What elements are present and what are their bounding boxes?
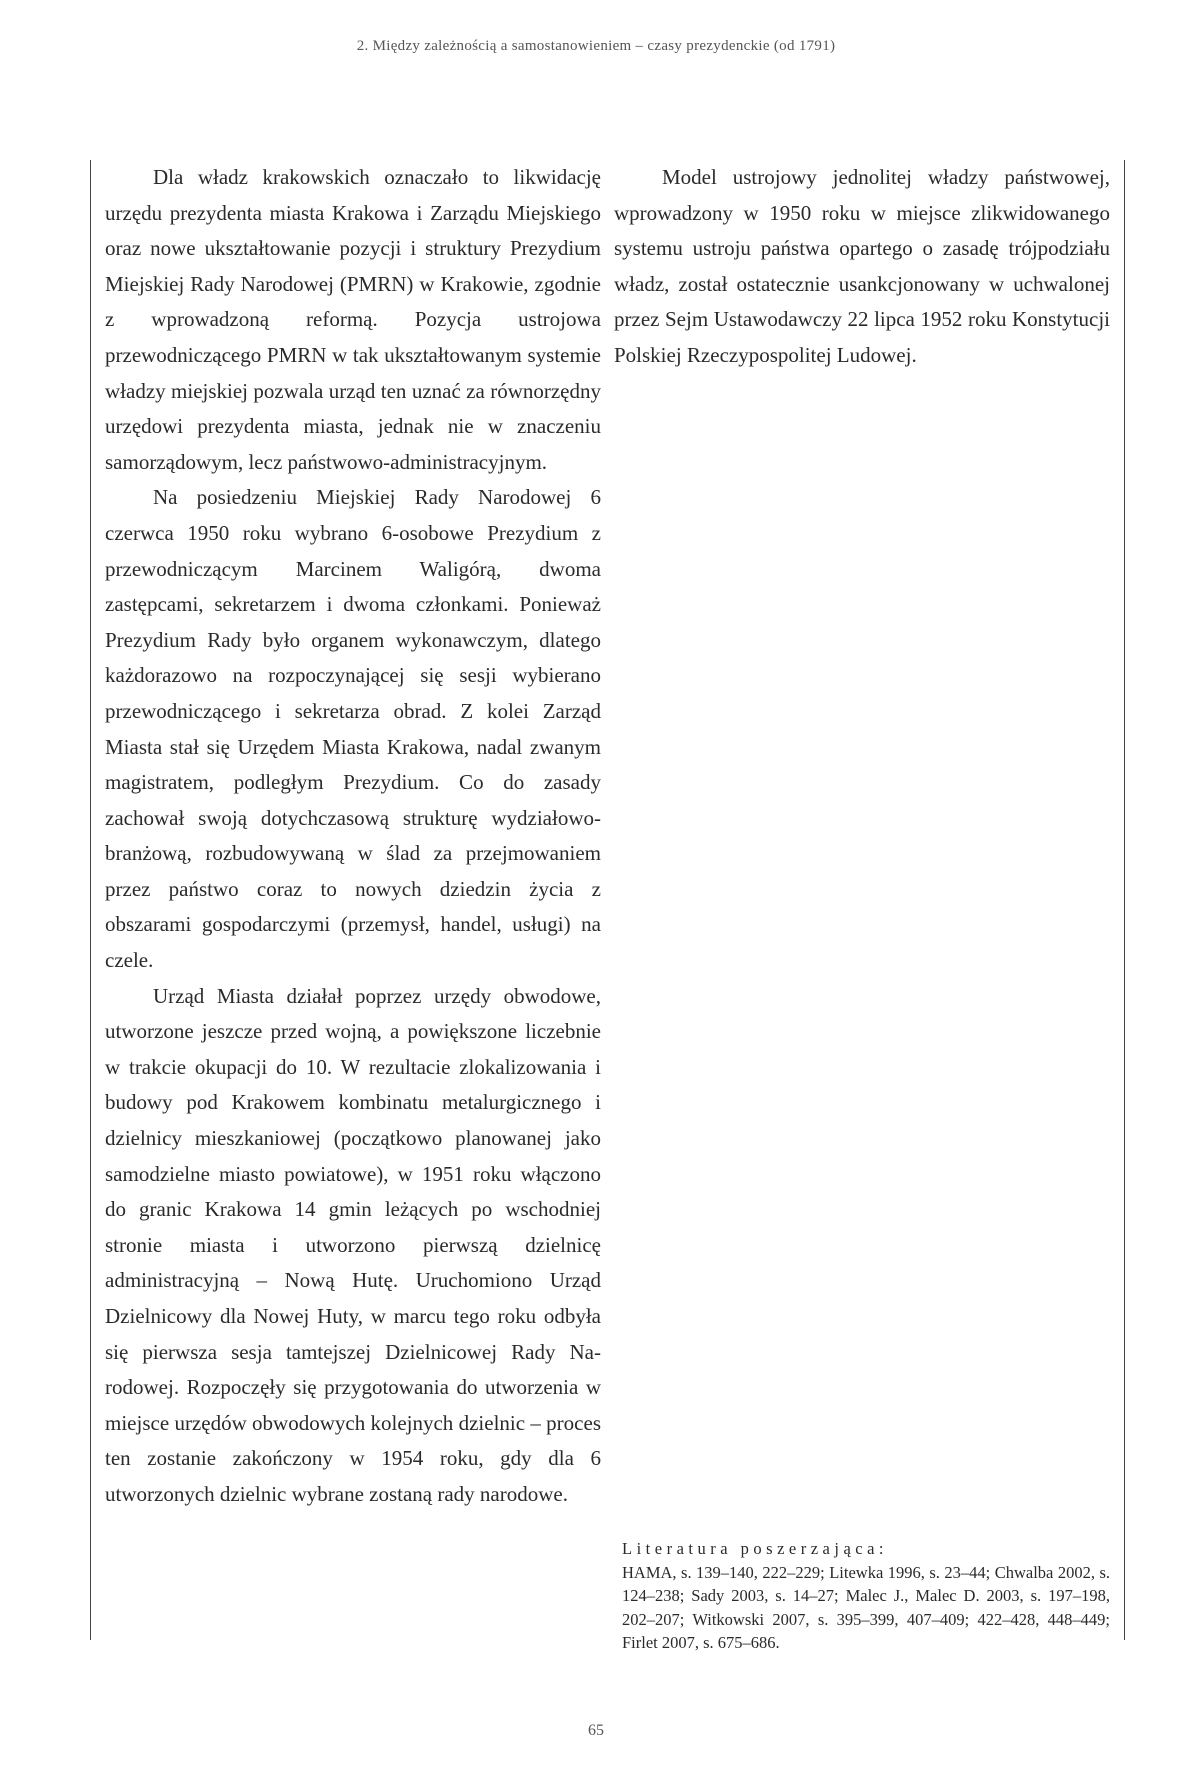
left-column xyxy=(90,160,601,1640)
further-reading-section xyxy=(622,1537,1110,1655)
paragraph: Dla władz krakowskich oznaczało to likwidację urzędu prezydenta miasta Krakowa i Zarządu Miejskiego oraz nowe ukształtowanie pozycji i struktury Prezydium Miejskiej Rady Narodowej (PMRN) w Krakowie, zgodnie z wprowadzoną reformą. Pozycja ustrojowa przewodniczącego PMRN w tak ukształtowanym systemie władzy miejskiej pozwala urząd ten uznać za równorzędny urzędowi prezydenta miasta, jednak nie w znaczeniu samorządowym, lecz państwowo-administracyjnym. xyxy=(105,165,601,474)
paragraph: Model ustrojowy jednolitej władzy państwowej, wprowadzony w 1950 roku w miejsce zlikwidowanego systemu ustroju państwa opartego o zasadę trójpodziału władz, został ostatecznie usankcjonowany w uchwalonej przez Sejm Ustawodawczy 22 lipca 1952 roku Konstytucji Polskiej Rzeczypospolitej Ludowej. xyxy=(614,165,1110,367)
running-head: 2. Między zależnością a samostanowieniem – czasy prezydenckie (od 1791) xyxy=(356,38,836,54)
further-reading-text: HAMA, s. 139–140, 222–229; Litewka 1996, s. 23–44; Chwalba 2002, s. 124–238; Sady 2003, s. 14–27; Malec J., Malec D. 2003, s. 197–198, 202–207; Witkowski 2007, s. 395–399, 407–409; 422–428, 448–449; Firlet 2007, s. 675–686. xyxy=(622,1562,1110,1652)
page-number: 65 xyxy=(588,1722,604,1739)
further-reading-heading: Literatura poszerzająca: xyxy=(622,1539,889,1558)
paragraph: Urząd Miasta działał poprzez urzędy obwodowe, utworzone jeszcze przed wojną, a powiększone liczebnie w trakcie okupacji do 10. W rezultacie zlokalizowania i budowy pod Krakowem kombinatu metalurgicznego i dzielnicy mieszkaniowej (początkowo planowanej jako samodzielne miasto powiatowe), w 1951 roku włączono do granic Krakowa 14 gmin leżących po wschodniej stronie miasta i utworzono pierwszą dzielnicę administracyjną – Nową Hutę. Uruchomiono Urząd Dzielnicowy dla Nowej Huty, w marcu tego roku odbyła się pierwsza sesja tamtejszej Dzielnicowej Rady Narodowej. Rozpoczęły się przygotowania do utworzenia w miejsce urzędów obwodowych kolejnych dzielnic – proces ten zostanie zakończony w 1954 roku, gdy dla 6 utworzonych dzielnic wybrane zostaną rady narodowe. xyxy=(105,983,601,1506)
paragraph: Na posiedzeniu Miejskiej Rady Narodowej 6 czerwca 1950 roku wybrano 6-osobowe Prezydium z przewodniczącym Marcinem Waligórą, dwoma zastępcami, sekretarzem i dwoma członkami. Ponieważ Prezydium Rady było organem wykonawczym, dlatego każdorazowo na rozpoczynającej się sesji wybierano przewodniczącego i sekretarza obrad. Z kolei Zarząd Miasta stał się Urzędem Miasta Krakowa, nadal zwanym magistratem, podległym Prezydium. Co do zasady zachował swoją dotychczasową strukturę wydziałowo-branżową, rozbudowywaną w ślad za przejmowaniem przez państwo coraz to nowych dziedzin życia z obszarami gospodarczymi (przemysł, handel, usługi) na czele. xyxy=(105,485,601,973)
right-column xyxy=(614,160,1125,1640)
